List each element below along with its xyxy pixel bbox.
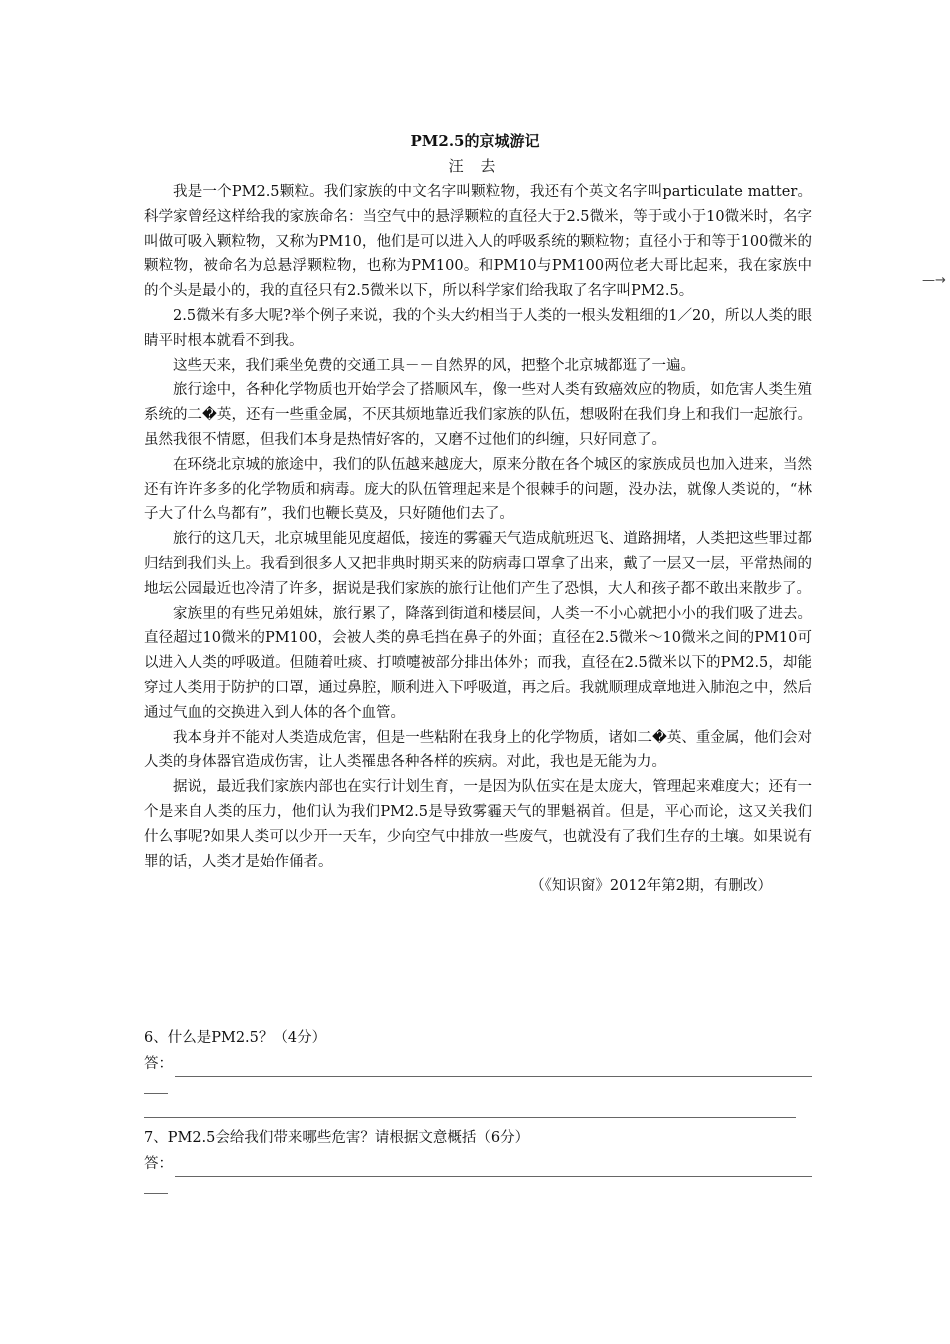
answer-6-extra-line[interactable]: [144, 1116, 796, 1118]
article-body: [144, 180, 812, 899]
answer-6-tail-line: [144, 1083, 168, 1094]
paragraph-5: 在环绕北京城的旅途中，我们的队伍越来越庞大，原来分散在各个城区的家族成员也加入进来，当然还有许许多多的化学物质和病毒。庞大的队伍管理起来是个很棘手的问题，没办法，就像人类说的，“林子大了什么鸟都有”，我们也鞭长莫及，只好随他们去了。: [144, 456, 812, 523]
answer-7-row: [144, 1151, 812, 1177]
questions-section: [144, 1026, 812, 1194]
paragraph-6: 旅行的这几天，北京城里能见度超低，接连的雾霾天气造成航班迟飞、道路拥堵，人类把这些罪过都归结到我们头上。我看到很多人又把非典时期买来的防病毒口罩拿了出来，戴了一层又一层，平常热闹的地坛公园最近也冷清了许多，据说是我们家族的旅行让他们产生了恐惧，大人和孩子都不敢出来散步了。: [144, 531, 812, 597]
article-title: PM2.5的京城游记: [410, 132, 540, 150]
article-author: 汪 去: [448, 157, 502, 175]
answer-7-line[interactable]: [175, 1160, 812, 1177]
margin-arrow-icon: —→: [922, 273, 946, 288]
answer-6-row: [144, 1051, 812, 1077]
paragraph-3: 这些天来，我们乘坐免费的交通工具－－自然界的风，把整个北京城都逛了一遍。: [173, 357, 695, 374]
paragraph-2: 2.5微米有多大呢?举个例子来说，我的个头大约相当于人类的一根头发粗细的1／20，所以人类的眼睛平时根本就看不到我。: [144, 307, 812, 349]
paragraph-8: 我本身并不能对人类造成危害，但是一些粘附在我身上的化学物质，诸如二�英、重金属，他们会对人类的身体器官造成伤害，让人类罹患各种各样的疾病。对此，我也是无能为力。: [144, 729, 812, 771]
question-7: 7、PM2.5会给我们带来哪些危害？请根据文意概括（6分）: [144, 1129, 530, 1146]
answer-7-tail-line: [144, 1183, 168, 1194]
paragraph-4: 旅行途中，各种化学物质也开始学会了搭顺风车，像一些对人类有致癌效应的物质，如危害人类生殖系统的二�英，还有一些重金属，不厌其烦地靠近我们家族的队伍，想吸附在我们身上和我们一起旅行。虽然我很不情愿，但我们本身是热情好客的，又磨不过他们的纠缠，只好同意了。: [144, 382, 812, 448]
article-source: （《知识窗》2012年第2期，有删改）: [530, 878, 772, 895]
answer-6-line[interactable]: [175, 1060, 812, 1077]
paragraph-7: 家族里的有些兄弟姐妹，旅行累了，降落到街道和楼层间，人类一不小心就把小小的我们吸了进去。直径超过10微米的PM100，会被人类的鼻毛挡在鼻子的外面；直径在2.5微米～10微米之间的PM10可以进入人类的呼吸道。但随着吐痰、打喷嚏被部分排出体外；而我，直径在2.5微米以下的PM2.5，却能穿过人类用于防护的口罩，通过鼻腔，顺利进入下呼吸道，再之后。我就顺理成章地进入肺泡之中，然后通过气血的交换进入到人体的各个血管。: [144, 605, 812, 721]
question-6: 6、什么是PM2.5？（4分）: [144, 1030, 327, 1046]
answer-6-label: 答：: [144, 1056, 173, 1072]
answer-7-label: 答：: [144, 1155, 173, 1172]
paragraph-1: 我是一个PM2.5颗粒。我们家族的中文名字叫颗粒物，我还有个英文名字叫particulate matter。科学家曾经这样给我的家族命名：当空气中的悬浮颗粒的直径大于2.5微米，等于或小于10微米时，名字叫做可吸入颗粒物，又称为PM10，他们是可以进入人的呼吸系统的颗粒物；直径小于和等于100微米的颗粒物，被命名为总悬浮颗粒物，也称为PM100。和PM10与PM100两位老大哥比起来，我在家族中的个头是最小的，我的直径只有2.5微米以下，所以科学家们给我取了名字叫PM2.5。: [144, 184, 812, 300]
paragraph-9: 据说，最近我们家族内部也在实行计划生育，一是因为队伍实在是太庞大，管理起来难度大；还有一个是来自人类的压力，他们认为我们PM2.5是导致雾霾天气的罪魁祸首。但是，平心而论，这又关我们什么事呢?如果人类可以少开一天车，少向空气中排放一些废气，也就没有了我们生存的土壤。如果说有罪的话，人类才是始作俑者。: [144, 779, 812, 870]
